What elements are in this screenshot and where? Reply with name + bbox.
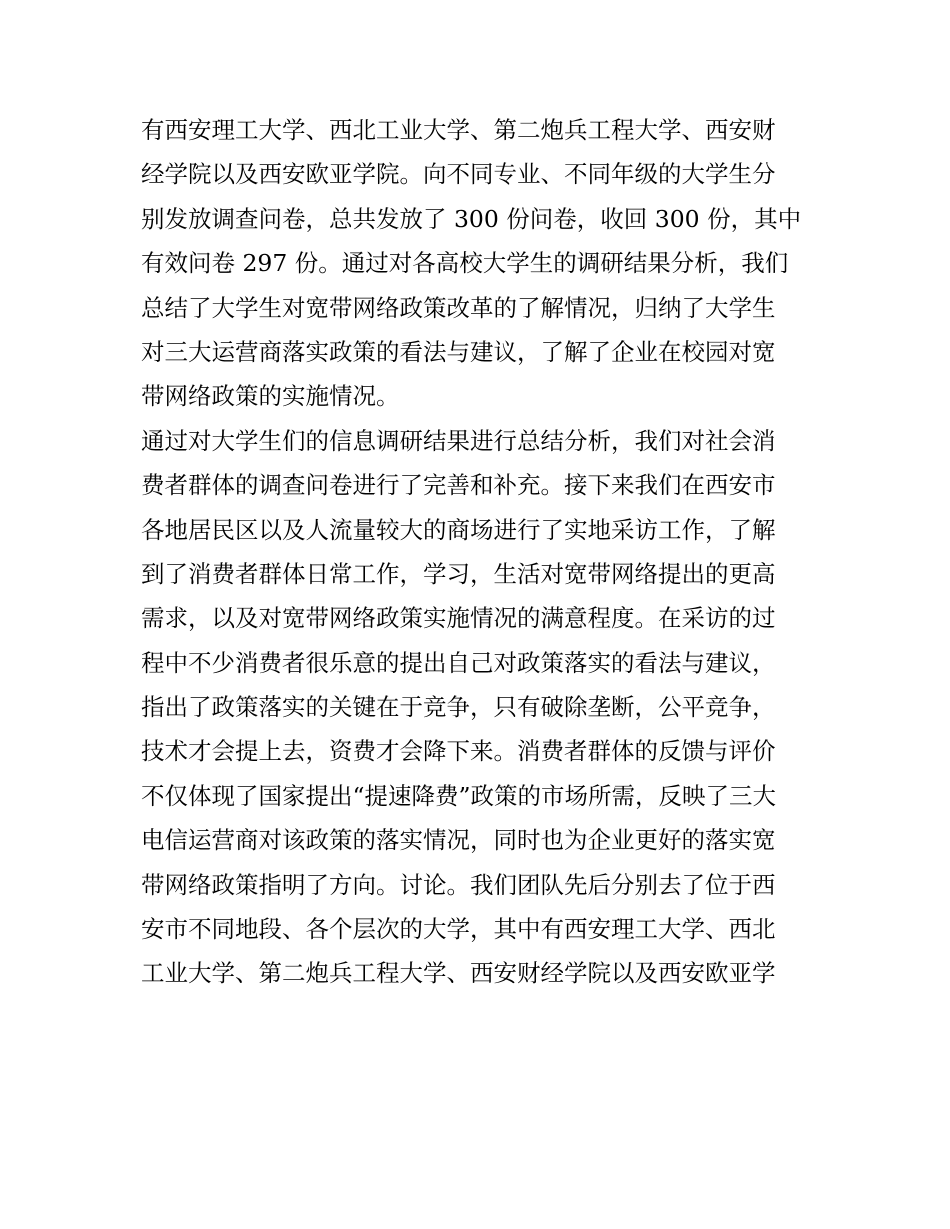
text-line: 费者群体的调查问卷进行了完善和补充。接下来我们在西安市 xyxy=(141,471,776,500)
text-line: 需求，以及对宽带网络政策实施情况的满意程度。在采访的过 xyxy=(141,604,776,633)
text-line: 技术才会提上去，资费才会降下来。消费者群体的反馈与评价 xyxy=(141,737,776,766)
text-line: 总结了大学生对宽带网络政策改革的了解情况，归纳了大学生 xyxy=(141,293,776,322)
text-line: 不仅体现了国家提出“提速降费”政策的市场所需，反映了三大 xyxy=(141,781,777,810)
text-line: 经学院以及西安欧亚学院。向不同专业、不同年级的大学生分 xyxy=(141,160,776,189)
text-line: 程中不少消费者很乐意的提出自己对政策落实的看法与建议， xyxy=(141,648,776,677)
body-text xyxy=(141,108,821,996)
text-line: 有效问卷 297 份。通过对各高校大学生的调研结果分析，我们 xyxy=(141,249,789,278)
text-line: 安市不同地段、各个层次的大学，其中有西安理工大学、西北 xyxy=(141,915,776,944)
text-line: 工业大学、第二炮兵工程大学、西安财经学院以及西安欧亚学 xyxy=(141,959,776,988)
text-line: 各地居民区以及人流量较大的商场进行了实地采访工作，了解 xyxy=(141,515,776,544)
text-line: 指出了政策落实的关键在于竞争，只有破除垄断，公平竞争， xyxy=(141,693,776,722)
text-line: 电信运营商对该政策的落实情况，同时也为企业更好的落实宽 xyxy=(141,826,776,855)
text-line: 有西安理工大学、西北工业大学、第二炮兵工程大学、西安财 xyxy=(141,116,776,144)
text-line: 到了消费者群体日常工作，学习，生活对宽带网络提出的更高 xyxy=(141,559,776,588)
text-line: 对三大运营商落实政策的看法与建议，了解了企业在校园对宽 xyxy=(141,337,776,366)
text-line: 带网络政策的实施情况。 xyxy=(141,382,400,411)
text-line: 带网络政策指明了方向。讨论。我们团队先后分别去了位于西 xyxy=(141,870,776,899)
text-line: 通过对大学生们的信息调研结果进行总结分析，我们对社会消 xyxy=(141,426,776,455)
text-line: 别发放调查问卷，总共发放了 300 份问卷，收回 300 份，其中 xyxy=(141,204,802,233)
